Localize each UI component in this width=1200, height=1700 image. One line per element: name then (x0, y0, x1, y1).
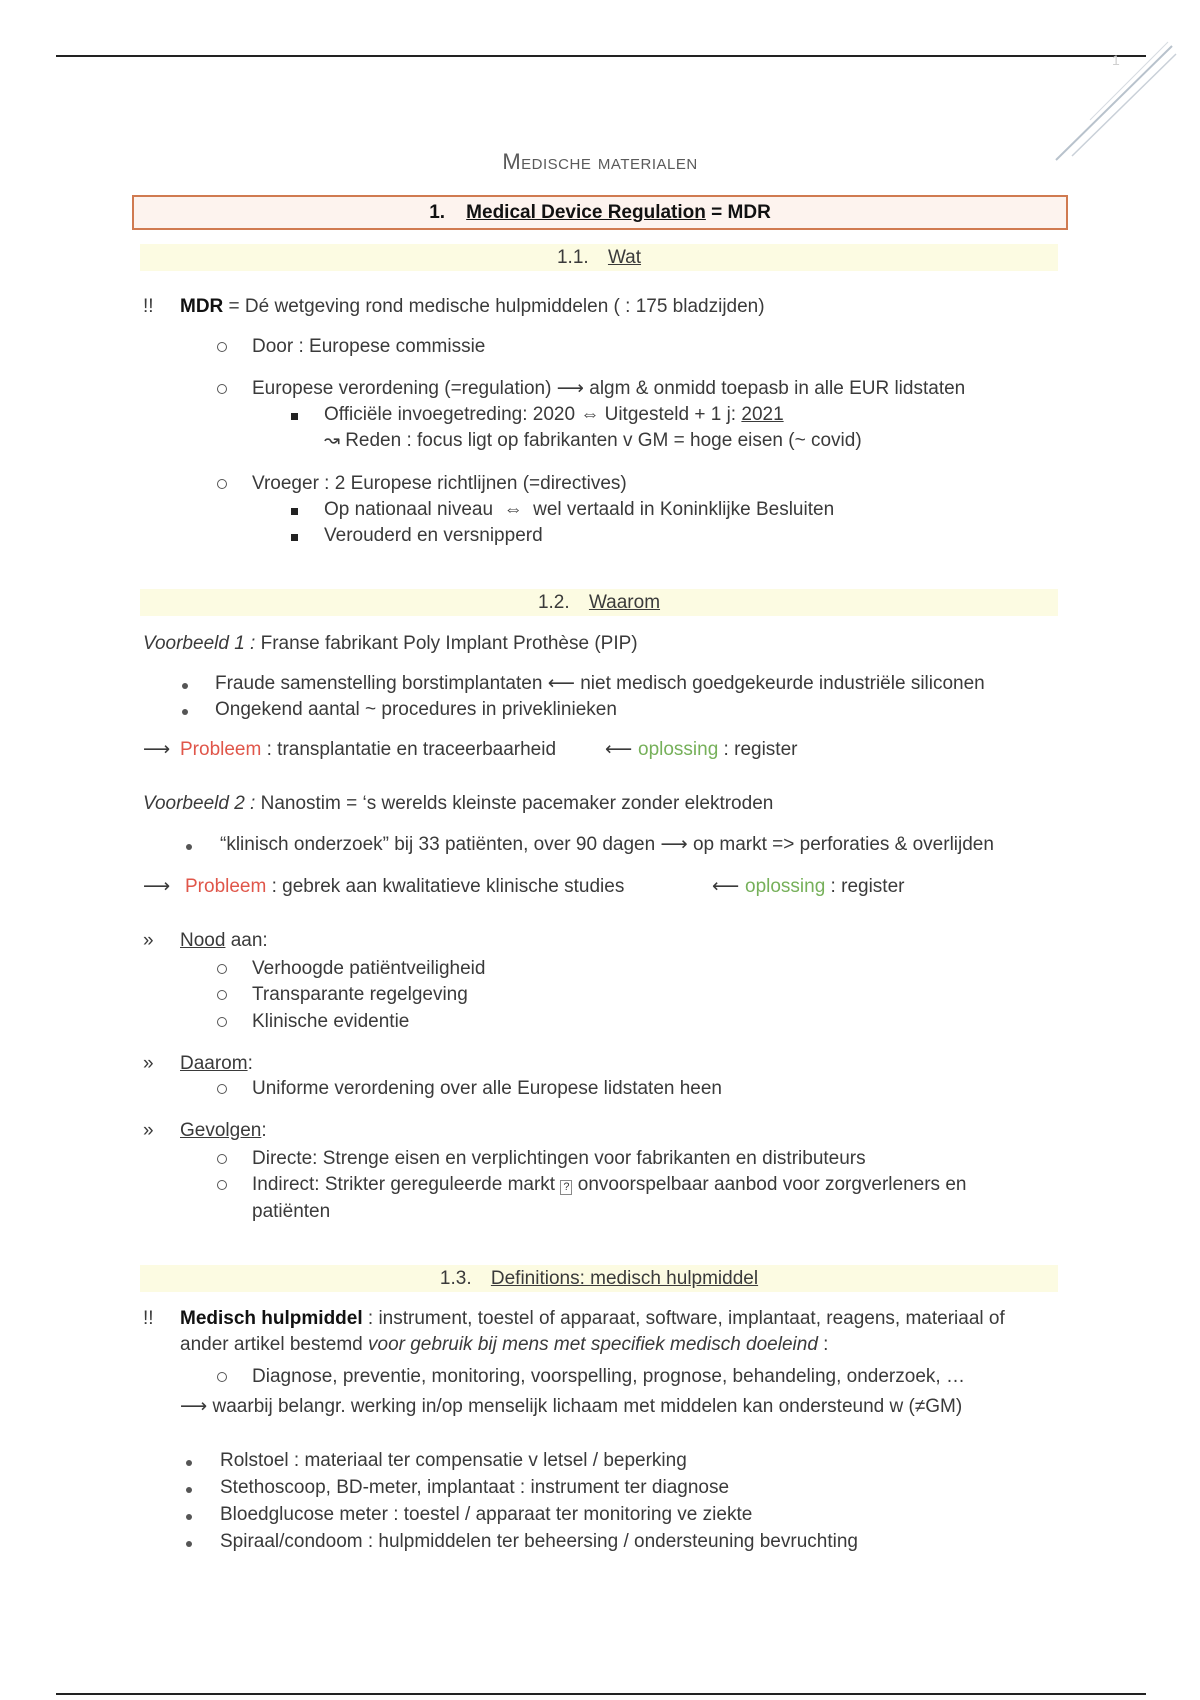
voorbeeld-1-label: Voorbeeld 1 : (143, 633, 256, 654)
v1-bullet-1-b: niet medisch goedgekeurde industriële siliconen (580, 673, 985, 694)
square-bullet-icon (291, 498, 298, 522)
voorbeeld-2 (143, 792, 773, 816)
officiele-year: 2021 (741, 404, 784, 425)
arrow-left-icon: ⟵ (605, 739, 633, 760)
section-1-3-title: Definitions: medisch hulpmiddel (490, 1268, 759, 1289)
arrow-right-icon: ⟶ (143, 876, 171, 897)
nood-item: Verhoogde patiëntveiligheid (252, 958, 486, 979)
nood-item: Transparante regelgeving (252, 984, 468, 1005)
nood-heading (180, 929, 268, 953)
important-mark: !! (143, 296, 154, 317)
officiele-text: Officiële invoegetreding: 2020 ⇔ Uitgesteld + 1 j: (324, 404, 742, 425)
gevolgen-item-2-cont: patiënten (252, 1201, 331, 1222)
gevolgen-item-2-b: onvoorspelbaar aanbod voor zorgverleners en (572, 1174, 967, 1195)
daarom-item: Uniforme verordening over alle Europese lidstaten heen (252, 1078, 722, 1099)
square-bullet-icon (291, 524, 298, 548)
circle-bullet-icon (217, 1147, 227, 1171)
oplossing-label: oplossing (638, 739, 719, 760)
oplossing-2-text: : register (825, 876, 905, 897)
hulpmiddel-def-italic: voor gebruik bij mens met specifiek medisch doeleind (368, 1334, 818, 1355)
hulpmiddel-def-b: ander artikel bestemd (180, 1334, 368, 1355)
diagnose-item: Diagnose, preventie, monitoring, voorspelling, prognose, behandeling, onderzoek, … (252, 1366, 965, 1387)
door-item: Door : Europese commissie (252, 336, 486, 357)
dot-bullet-icon (182, 672, 188, 696)
raquo-bullet-icon: » (143, 1120, 154, 1141)
arrow-right-icon: ⟶ (556, 378, 584, 399)
section-1-number: 1. (429, 202, 446, 223)
nationaal-item (324, 498, 834, 522)
section-1-suffix: = MDR (711, 202, 771, 223)
circle-bullet-icon (217, 377, 227, 401)
square-bullet-icon (291, 403, 298, 427)
raquo-bullet-icon: » (143, 930, 154, 951)
gevolgen-colon: : (261, 1120, 267, 1141)
gevolgen-item-1: Directe: Strenge eisen en verplichtingen voor fabrikanten en distributeurs (252, 1148, 866, 1169)
v1-bullet-1 (215, 672, 985, 696)
officiele-item (324, 403, 784, 427)
eur-text-b: algm & onmidd toepasb in alle EUR lidstaten (589, 378, 966, 399)
probleem-1-text: : transplantatie en traceerbaarheid (261, 739, 557, 760)
daarom-heading (180, 1052, 253, 1076)
waarbij-line: ⟶ waarbij belangr. werking in/op menselijk lichaam met middelen kan ondersteund w (≠GM) (180, 1396, 963, 1417)
dot-bullet-icon (186, 833, 192, 857)
section-1-3-heading (140, 1265, 1058, 1292)
section-1-title: Medical Device Regulation (466, 202, 706, 223)
circle-bullet-icon (217, 1010, 227, 1034)
header-rule (56, 55, 1146, 57)
gevolgen-heading (180, 1119, 267, 1143)
hulpmiddel-def-a: : instrument, toestel of apparaat, software, implantaat, reagens, materiaal of (362, 1308, 1005, 1329)
section-1-2-heading (140, 589, 1058, 616)
oplossing-1 (638, 738, 797, 762)
section-1-2-title: Waarom (588, 592, 661, 613)
v1-bullet-2: Ongekend aantal ~ procedures in priveklinieken (215, 699, 617, 720)
section-1-2-number: 1.2. (537, 592, 570, 613)
circle-bullet-icon (217, 335, 227, 359)
section-1-1-title: Wat (607, 247, 642, 268)
eur-text-a: Europese verordening (=regulation) (252, 378, 552, 399)
example-item: Spiraal/condoom : hulpmiddelen ter beheersing / ondersteuning bevruchting (220, 1531, 858, 1552)
probleem-1 (180, 738, 556, 762)
eur-item (252, 377, 965, 401)
dot-bullet-icon (186, 1503, 192, 1527)
section-1-1-heading (140, 244, 1058, 271)
circle-bullet-icon (217, 983, 227, 1007)
reden-text: Reden : focus ligt op fabrikanten v GM = hoge eisen (~ covid) (345, 430, 862, 451)
gevolgen-label: Gevolgen (180, 1120, 262, 1141)
arrow-left-icon: ⟵ (547, 673, 575, 694)
voorbeeld-1-text: Franse fabrikant Poly Implant Prothèse (PIP) (255, 633, 638, 654)
page-number: 1 (1112, 52, 1120, 68)
circle-bullet-icon (217, 957, 227, 981)
probleem-label: Probleem (180, 739, 262, 760)
dot-bullet-icon (186, 1530, 192, 1554)
voorbeeld-2-label: Voorbeeld 2 : (143, 793, 256, 814)
gevolgen-item-2 (252, 1173, 966, 1197)
document-title: Medische materialen (502, 149, 698, 174)
nood-suffix: aan: (225, 930, 268, 951)
vroeger-item: Vroeger : 2 Europese richtlijnen (=directives) (252, 473, 627, 494)
nood-item: Klinische evidentie (252, 1011, 410, 1032)
section-1-1-number: 1.1. (556, 247, 589, 268)
probleem-2-text: : gebrek aan kwalitatieve klinische studies (266, 876, 625, 897)
important-mark: !! (143, 1308, 154, 1329)
section-1-heading (132, 195, 1068, 230)
verouderd-item: Verouderd en versnipperd (324, 525, 543, 546)
hulpmiddel-term: Medisch hulpmiddel (180, 1308, 363, 1329)
v2-bullet-1: “klinisch onderzoek” bij 33 patiënten, over 90 dagen ⟶ op markt => perforaties & overlijden (220, 834, 994, 855)
example-item: Rolstoel : materiaal ter compensatie v letsel / beperking (220, 1450, 687, 1471)
voorbeeld-1 (143, 632, 638, 656)
oplossing-2 (745, 875, 904, 899)
probleem-label: Probleem (185, 876, 267, 897)
circle-bullet-icon (217, 1173, 227, 1197)
section-1-3-number: 1.3. (439, 1268, 472, 1289)
missing-glyph-icon: ? (560, 1180, 572, 1195)
dot-bullet-icon (182, 698, 188, 722)
v1-bullet-1-a: Fraude samenstelling borstimplantaten (215, 673, 543, 694)
hulpmiddel-def-end: : (817, 1334, 829, 1355)
dot-bullet-icon (186, 1449, 192, 1473)
example-item: Bloedglucose meter : toestel / apparaat ter monitoring ve ziekte (220, 1504, 753, 1525)
oplossing-label: oplossing (745, 876, 826, 897)
dot-bullet-icon (186, 1476, 192, 1500)
raquo-bullet-icon: » (143, 1053, 154, 1074)
circle-bullet-icon (217, 472, 227, 496)
circle-bullet-icon (217, 1077, 227, 1101)
gevolgen-item-2-a: Indirect: Strikter gereguleerde markt (252, 1174, 561, 1195)
reden-item (324, 429, 862, 453)
arrow-right-icon: ⟶ (143, 739, 171, 760)
hulpmiddel-definition-cont (180, 1333, 828, 1357)
example-item: Stethoscoop, BD-meter, implantaat : instrument ter diagnose (220, 1477, 730, 1498)
hulpmiddel-definition (180, 1307, 1005, 1331)
mdr-term: MDR (180, 296, 224, 317)
squiggle-arrow-icon: ↝ (324, 430, 340, 451)
nationaal-text-b: wel vertaald in Koninklijke Besluiten (533, 499, 835, 520)
equivalence-icon: ⇔ (503, 499, 523, 520)
voorbeeld-2-text: Nanostim = ‘s werelds kleinste pacemaker zonder elektroden (255, 793, 774, 814)
daarom-colon: : (247, 1053, 253, 1074)
mdr-definition (180, 295, 765, 319)
nationaal-text-a: Op nationaal niveau (324, 499, 494, 520)
circle-bullet-icon (217, 1365, 227, 1389)
oplossing-1-text: : register (718, 739, 798, 760)
footer-rule (56, 1693, 1146, 1695)
mdr-def-text: = Dé wetgeving rond medische hulpmiddelen ( : 175 bladzijden) (223, 296, 765, 317)
nood-label: Nood (180, 930, 226, 951)
arrow-left-icon: ⟵ (712, 876, 740, 897)
probleem-2 (185, 875, 624, 899)
daarom-label: Daarom (180, 1053, 248, 1074)
